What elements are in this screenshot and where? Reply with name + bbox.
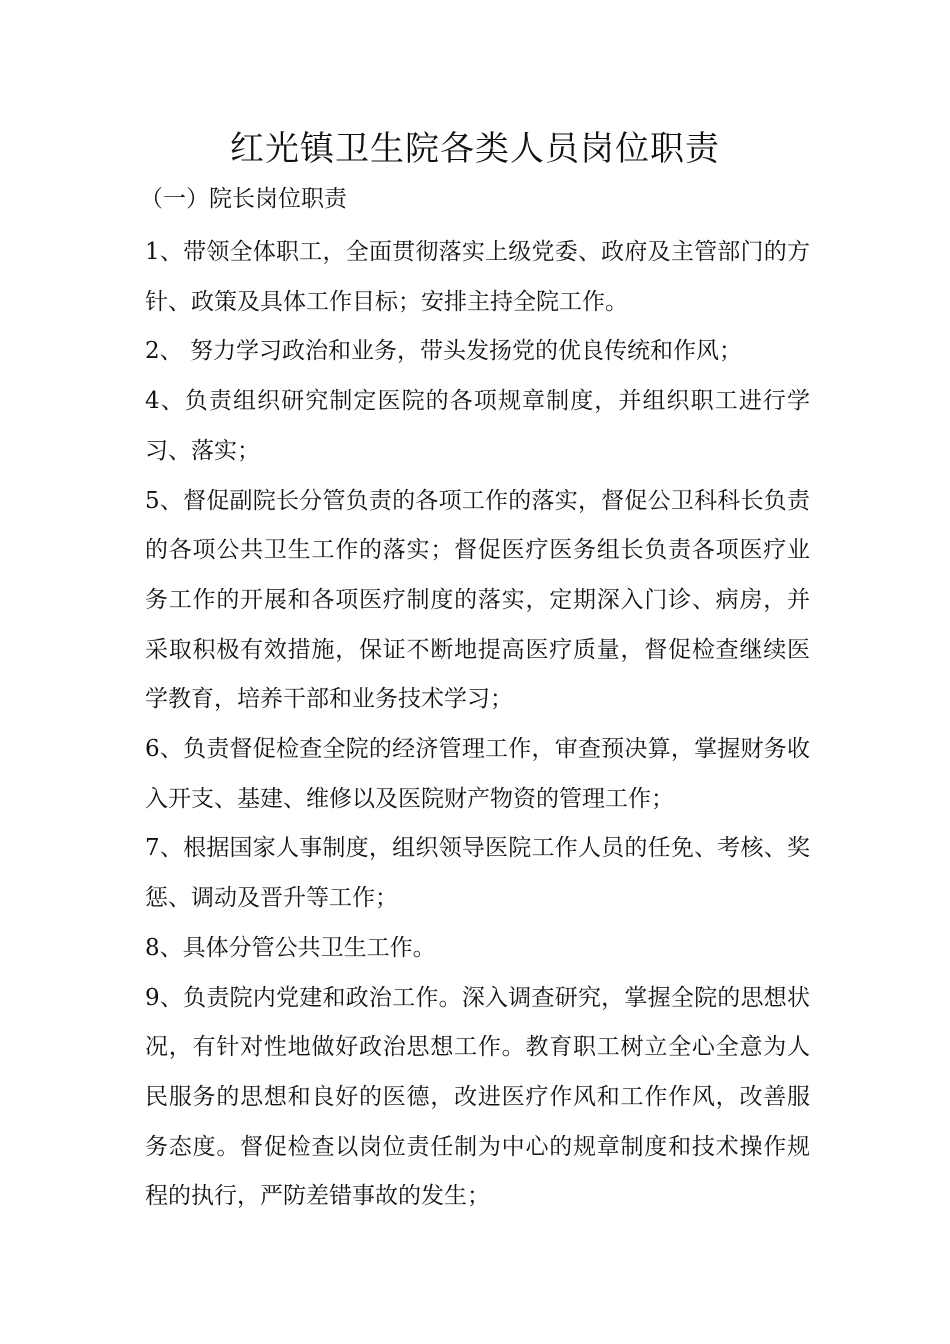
document-body bbox=[145, 228, 810, 1222]
paragraph-9: 9、负责院内党建和政治工作。深入调查研究，掌握全院的思想状况，有针对性地做好政治思想工作。教育职工树立全心全意为人民服务的思想和良好的医德，改进医疗作风和工作作风，改善服务态度。督促检查以岗位责任制为中心的规章制度和技术操作规程的执行，严防差错事故的发生； bbox=[145, 984, 810, 1210]
paragraph-4: 4、负责组织研究制定医院的各项规章制度，并组织职工进行学习、落实； bbox=[145, 388, 810, 464]
paragraph-1: 1、带领全体职工，全面贯彻落实上级党委、政府及主管部门的方针、政策及具体工作目标；安排主持全院工作。 bbox=[145, 239, 810, 315]
section-heading: （一）院长岗位职责 bbox=[140, 186, 347, 212]
paragraph-8: 8、具体分管公共卫生工作。 bbox=[145, 934, 436, 961]
paragraph-5: 5、督促副院长分管负责的各项工作的落实，督促公卫科科长负责的各项公共卫生工作的落实；督促医疗医务组长负责各项医疗业务工作的开展和各项医疗制度的落实，定期深入门诊、病房，并采取积极有效措施，保证不断地提高医疗质量，督促检查继续医学教育，培养干部和业务技术学习； bbox=[145, 487, 810, 713]
paragraph-7: 7、根据国家人事制度，组织领导医院工作人员的任免、考核、奖惩、调动及晋升等工作； bbox=[145, 835, 810, 912]
paragraph-2: 2、 努力学习政治和业务，带头发扬党的优良传统和作风； bbox=[145, 338, 742, 365]
paragraph-6: 6、负责督促检查全院的经济管理工作，审查预决算，掌握财务收入开支、基建、维修以及医院财产物资的管理工作； bbox=[145, 736, 810, 812]
document-title: 红光镇卫生院各类人员岗位职责 bbox=[230, 129, 720, 169]
